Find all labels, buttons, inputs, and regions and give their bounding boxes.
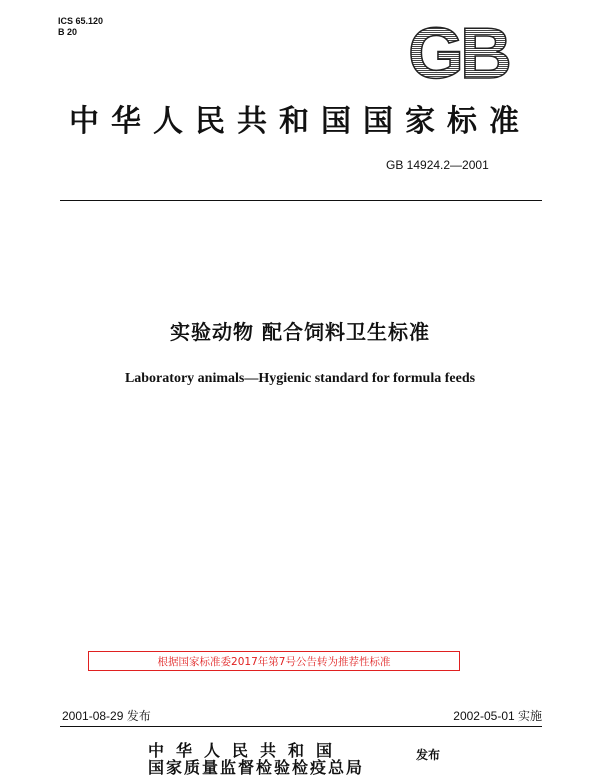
issuer-line-2: 国家质量监督检验检疫总局 bbox=[148, 758, 365, 777]
title-english: Laboratory animals—Hygienic standard for formula feeds bbox=[124, 371, 476, 386]
issuer-line-1: 中华人民共和国 bbox=[148, 741, 345, 760]
gb-logo bbox=[398, 18, 518, 84]
national-standard-title: 中华人民共和国国家标准 bbox=[69, 104, 531, 139]
top-divider bbox=[60, 200, 542, 201]
issue-date: 2001-08-29 发布 bbox=[62, 709, 151, 723]
title-chinese: 实验动物 配合饲料卫生标准 bbox=[170, 320, 430, 344]
implementation-date: 2002-05-01 实施 bbox=[453, 709, 542, 723]
standard-number: GB 14924.2—2001 bbox=[386, 158, 489, 172]
category-code: B 20 bbox=[58, 27, 78, 37]
classification-codes bbox=[58, 16, 103, 38]
status-stamp: 根据国家标准委2017年第7号公告转为推荐性标准 bbox=[88, 651, 460, 671]
svg-text:GB: GB bbox=[408, 18, 508, 84]
ics-code: ICS 65.120 bbox=[58, 16, 104, 26]
bottom-divider bbox=[60, 726, 542, 727]
issuer-suffix: 发布 bbox=[416, 748, 441, 762]
